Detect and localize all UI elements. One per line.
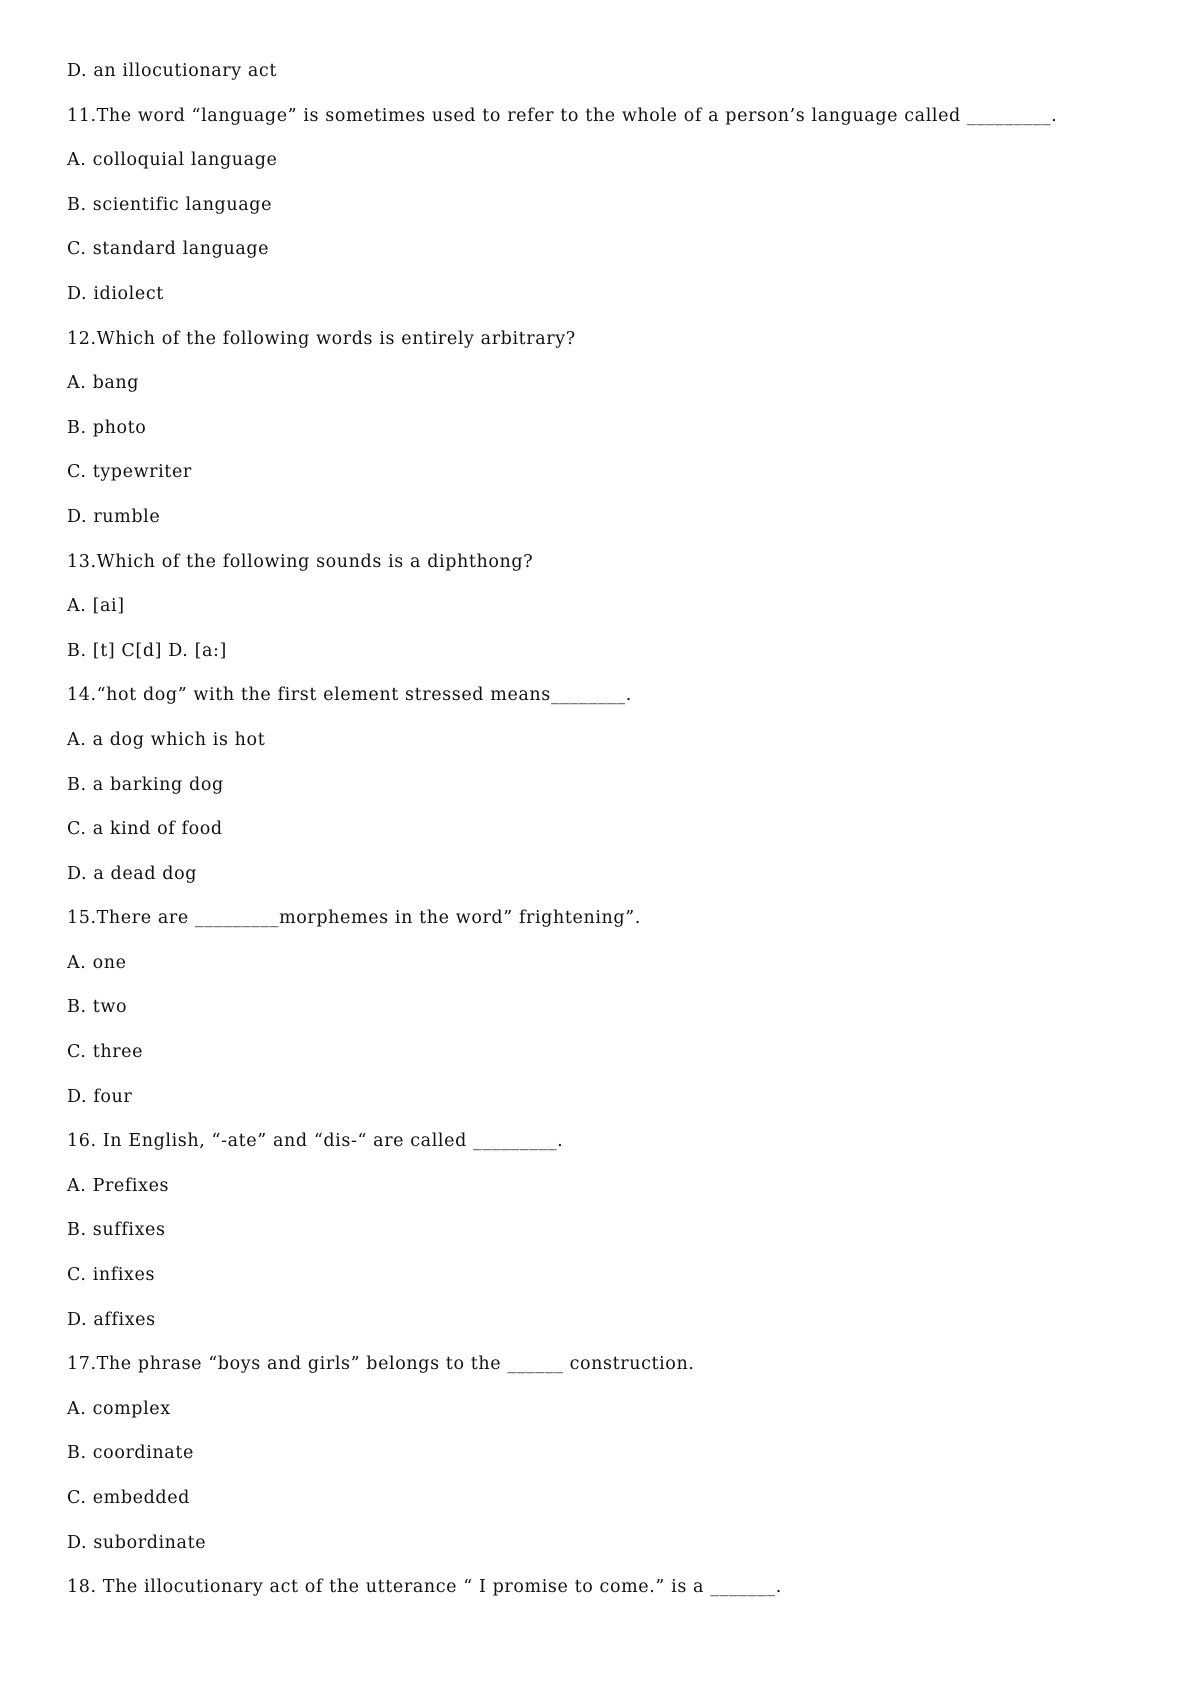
option-14-d: D. a dead dog — [67, 863, 198, 884]
question-12: 12.Which of the following words is entirely arbitrary? — [67, 328, 576, 349]
option-11-a: A. colloquial language — [67, 150, 278, 171]
option-17-b: B. coordinate — [67, 1443, 194, 1464]
question-14: 14.“hot dog” with the first element stressed means________. — [67, 685, 632, 706]
option-12-b: B. photo — [67, 417, 147, 438]
option-13-a: A. [ai] — [67, 596, 125, 617]
question-15: 15.There are _________morphemes in the word” frightening”. — [67, 908, 641, 929]
option-17-a: A. complex — [67, 1398, 171, 1419]
question-18: 18. The illocutionary act of the utterance “ I promise to come.” is a _______. — [67, 1577, 782, 1598]
option-16-a: A. Prefixes — [67, 1175, 170, 1196]
option-10-d: D. an illocutionary act — [67, 61, 277, 81]
option-11-d: D. idiolect — [67, 283, 164, 304]
option-11-c: C. standard language — [67, 239, 270, 260]
option-15-a: A. one — [67, 952, 127, 973]
option-14-b: B. a barking dog — [67, 774, 224, 795]
option-15-d: D. four — [67, 1086, 133, 1107]
option-12-d: D. rumble — [67, 506, 161, 527]
question-13: 13.Which of the following sounds is a diphthong? — [67, 551, 534, 572]
document-page — [67, 57, 1147, 1618]
option-15-c: C. three — [67, 1042, 144, 1063]
question-17: 17.The phrase “boys and girls” belongs to the ______ construction. — [67, 1354, 695, 1375]
option-15-b: B. two — [67, 997, 128, 1018]
question-11: 11.The word “language” is sometimes used to refer to the whole of a person’s language called _________. — [67, 105, 1058, 126]
option-16-b: B. suffixes — [67, 1220, 166, 1241]
options-13-b-c-d: B. [t] C[d] D. [a:] — [67, 640, 227, 661]
option-14-c: C. a kind of food — [67, 819, 223, 840]
option-17-c: C. embedded — [67, 1488, 190, 1508]
option-16-d: D. affixes — [67, 1309, 156, 1330]
option-16-c: C. infixes — [67, 1265, 156, 1286]
option-12-c: C. typewriter — [67, 462, 192, 483]
option-12-a: A. bang — [67, 373, 140, 394]
option-11-b: B. scientific language — [67, 194, 273, 215]
option-14-a: A. a dog which is hot — [67, 729, 266, 750]
option-17-d: D. subordinate — [67, 1532, 207, 1553]
question-16: 16. In English, “-ate” and “dis-“ are called _________. — [67, 1131, 564, 1152]
